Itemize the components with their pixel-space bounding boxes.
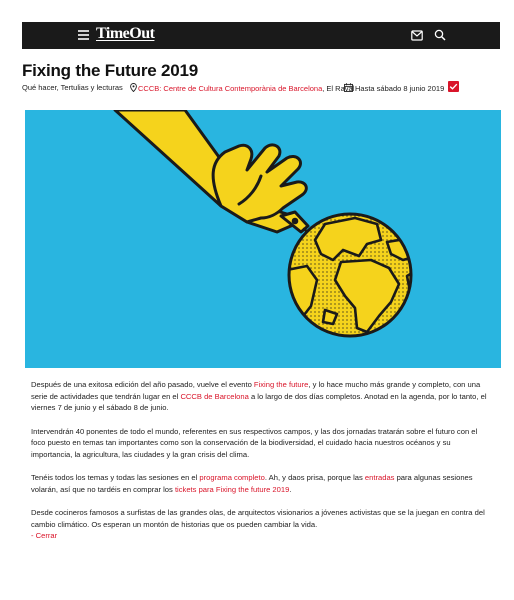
description-paragraph: Tenéis todos los temas y todas las sesiones en el programa completo. Ah, y daos prisa, porque las entradas para algunas sesiones volarán, así que no tardéis en comprar los tickets para Fixing the future 2019. [31,473,473,494]
hero-illustration [25,110,501,368]
calendar-icon [344,83,353,92]
event-venue [130,83,354,93]
page-title: Fixing the Future 2019 [22,61,199,80]
venue-area: , El Raval [322,84,355,93]
event-description [31,379,493,542]
event-categories[interactable]: Qué hacer, Tertulias y lecturas [22,83,123,92]
checkmark-icon [448,81,459,92]
event-date [344,83,444,93]
event-date-text: Hasta sábado 8 junio 2019 [355,84,445,93]
cccb-link[interactable]: CCCB de Barcelona [180,391,249,401]
tickets-link[interactable]: entradas [364,473,395,482]
search-icon[interactable] [434,29,446,41]
description-paragraph: Intervendrán 40 ponentes de todo el mundo, referentes en sus respectivos campos, y las dos jornadas tratarán sobre el futuro con el foco puesto en temas tan importantes como son la conservación de la biodiversidad, el cuidado hacia nuestros océanos y su importancia, la agricultura, las ciudades y la gran crisis del clima. [31,426,478,459]
close-description-link[interactable]: - Cerrar [31,531,58,540]
venue-link[interactable]: CCCB: Centre de Cultura Contemporània de Barcelona [138,84,323,93]
fixing-the-future-link[interactable]: Fixing the future [253,380,309,389]
program-link[interactable]: programa completo [199,473,265,482]
hamburger-icon[interactable] [78,30,89,40]
description-paragraph: Después de una exitosa edición del año pasado, vuelve el evento Fixing the future, y lo hace mucho más grande y completo, con una serie de actividades que tendrán lugar en el CCCB de Barcelona a lo largo de dos días completos. Anotad en la agenda, por lo tanto, el viernes 7 de junio y el sábado 8 de junio. [31,380,487,412]
top-navigation-bar [22,22,500,49]
description-paragraph: Desde cocineros famosos a surfistas de las grandes olas, de arquitectos visionarios a jóvenes activistas que se la juegan en contra del cambio climático. Os esperan un montón de historias que os pueden cambiar la vida. [31,508,485,529]
location-pin-icon [130,83,137,92]
save-event-checkbox[interactable] [448,81,459,92]
timeout-logo[interactable]: TimeOut [96,25,155,42]
buy-tickets-link[interactable]: tickets para Fixing the future 2019 [174,484,290,494]
mail-icon[interactable] [411,30,423,41]
